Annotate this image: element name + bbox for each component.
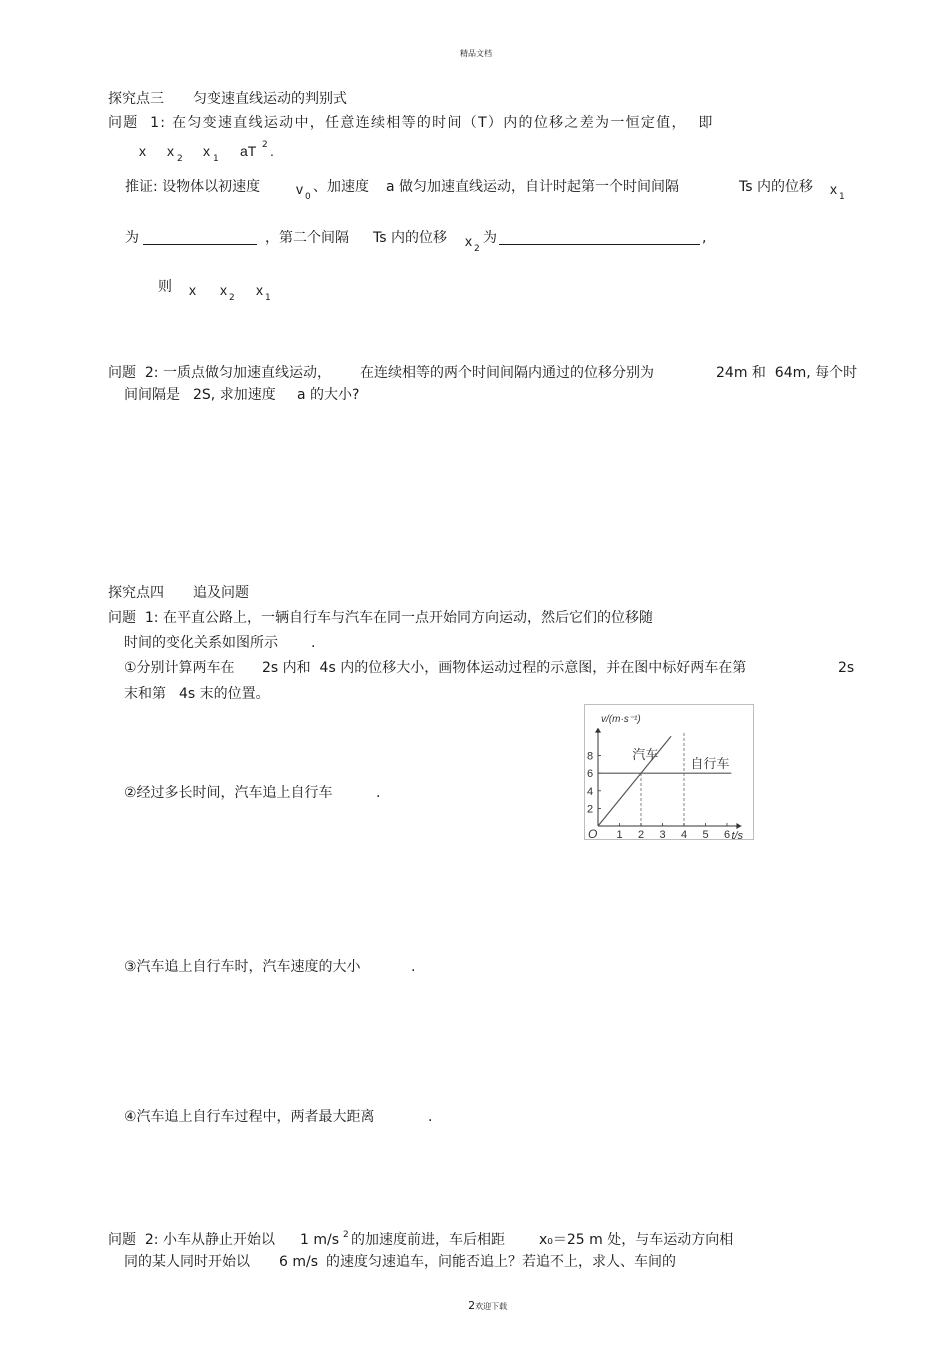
section-3-heading-title: 匀变速直线运动的判别式 xyxy=(193,91,347,107)
formula-x2-sub: 2 xyxy=(177,154,183,164)
x-tick-label-1: 1 xyxy=(616,829,623,840)
proof-v: v xyxy=(296,181,303,197)
x-tick-label-6: 6 xyxy=(723,829,731,840)
formula-x1: x xyxy=(203,143,210,159)
proof-part-c: a 做匀加速直线运动，自计时起第一个时间间隔 xyxy=(386,179,680,195)
formula-aT: aT xyxy=(240,143,257,159)
line2-part-a: 为 xyxy=(125,230,139,246)
then-x: x xyxy=(189,282,196,298)
s4-question-1-a: 问题 1: 在平直公路上，一辆自行车与汽车在同一点开始同方向运动，然后它们的位移随 xyxy=(108,610,653,626)
y-tick-label-6: 6 xyxy=(586,768,594,781)
proof-part-a: 推证: 设物体以初速度 xyxy=(125,179,261,195)
line2-part-e: , xyxy=(702,230,707,246)
y-tick-label-4: 4 xyxy=(586,785,594,798)
y-tick-label-2: 2 xyxy=(586,803,594,816)
proof-part-d: Ts 内的位移 xyxy=(739,179,813,195)
then-x2-sub: 2 xyxy=(229,293,235,303)
x-axis-label: t/s xyxy=(731,830,744,840)
item-2-b: . xyxy=(376,785,381,801)
s4-question-2-f: 6 m/s xyxy=(279,1254,319,1270)
page-footer xyxy=(458,1275,507,1313)
s3-question-2-b: 在连续相等的两个时间间隔内通过的位移分别为 xyxy=(360,365,654,381)
proof-x-sub: 1 xyxy=(839,192,845,202)
s4-question-1-b: 时间的变化关系如图所示 xyxy=(124,635,278,651)
s4-question-2-b: 1 m/s xyxy=(300,1232,340,1248)
velocity-time-chart xyxy=(584,704,754,840)
s4-question-1-b-dot: . xyxy=(311,635,316,651)
proof-v-sub: 0 xyxy=(305,192,311,202)
formula-x: x xyxy=(139,143,146,159)
s4-question-2-e: 同的某人同时开始以 xyxy=(124,1254,250,1270)
series-label-car: 汽车 xyxy=(632,747,659,763)
s3-question-2-d: 间间隔是 xyxy=(124,387,180,403)
s3-question-1-text: 问题 1: 在匀变速直线运动中，任意连续相等的时间（T）内的位移之差为一恒定值， 即 xyxy=(108,115,714,131)
s4-question-2-g: 的速度匀速追车，问能否追上？若追不上，求人、车间的 xyxy=(326,1254,676,1270)
formula-x1-sub: 1 xyxy=(213,154,219,164)
x-tick-label-5: 5 xyxy=(702,829,709,840)
page-number: 2 xyxy=(468,1299,476,1312)
proof-part-b: 、加速度 xyxy=(313,179,369,195)
y-tick-label-8: 8 xyxy=(586,750,594,763)
page-footer-label: 欢迎下载 xyxy=(475,1302,508,1311)
s3-question-2-c: 24m 和 64m, 每个时 xyxy=(716,365,858,381)
s3-question-2-e: 2S, 求加速度 xyxy=(193,387,276,403)
item-4-a: ④汽车追上自行车过程中，两者最大距离 xyxy=(124,1109,375,1125)
s4-question-2-d: x₀＝25 m 处，与车运动方向相 xyxy=(539,1232,734,1248)
then-x2: x xyxy=(220,282,227,298)
velocity-time-chart-svg xyxy=(584,704,754,840)
then-x1-sub: 1 xyxy=(265,293,271,303)
s4-question-2-c: 的加速度前进，车后相距 xyxy=(351,1232,505,1248)
series-label-bike: 自行车 xyxy=(690,755,730,771)
x-tick-label-4: 4 xyxy=(680,829,688,840)
blank-x1[interactable] xyxy=(143,244,257,245)
origin-label: O xyxy=(588,827,598,840)
item-1-b: 2s 内和 4s 内的位移大小，画物体运动过程的示意图，并在图中标好两车在第 xyxy=(262,660,747,676)
formula-aT-sup: 2 xyxy=(262,140,268,150)
s3-formula xyxy=(139,138,339,164)
then-x1: x xyxy=(256,282,263,298)
formula-x2: x xyxy=(167,143,174,159)
x-tick-label-2: 2 xyxy=(637,829,645,840)
then-label: 则 xyxy=(158,279,172,295)
item-3-b: . xyxy=(411,959,416,975)
item-1-c: 2s xyxy=(838,660,855,676)
item-1-a: ①分别计算两车在 xyxy=(124,660,235,676)
page-header-label: 精品文档 xyxy=(460,49,492,58)
item-1-d: 末和第 xyxy=(124,686,166,702)
item-2-a: ②经过多长时间，汽车追上自行车 xyxy=(124,785,333,801)
s4-question-2-sup: 2 xyxy=(343,1230,349,1240)
item-3-a: ③汽车追上自行车时，汽车速度的大小 xyxy=(124,959,361,975)
proof-x: x xyxy=(830,181,837,197)
x-tick-label-3: 3 xyxy=(659,829,666,840)
section-4-heading-label: 探究点四 xyxy=(108,585,164,601)
formula-dot: . xyxy=(270,143,274,159)
item-1-e: 4s 末的位置。 xyxy=(179,686,270,702)
line2-part-d: 为 xyxy=(483,230,497,246)
s3-question-2-a: 问题 2: 一质点做匀加速直线运动， xyxy=(108,365,331,381)
line2-part-b: ，第二个间隔 xyxy=(265,230,349,246)
line2-part-c: Ts 内的位移 xyxy=(373,230,447,246)
section-3-heading-label: 探究点三 xyxy=(108,91,164,107)
section-4-heading-title: 追及问题 xyxy=(193,585,249,601)
item-4-b: . xyxy=(428,1109,433,1125)
y-axis-label: v/(m·s⁻¹) xyxy=(601,714,641,725)
s3-question-2-f: a 的大小? xyxy=(297,387,360,403)
line2-x-sub: 2 xyxy=(474,244,480,254)
blank-x2[interactable] xyxy=(499,244,700,245)
s4-question-2-a: 问题 2: 小车从静止开始以 xyxy=(108,1232,275,1248)
line2-x: x xyxy=(465,233,472,249)
